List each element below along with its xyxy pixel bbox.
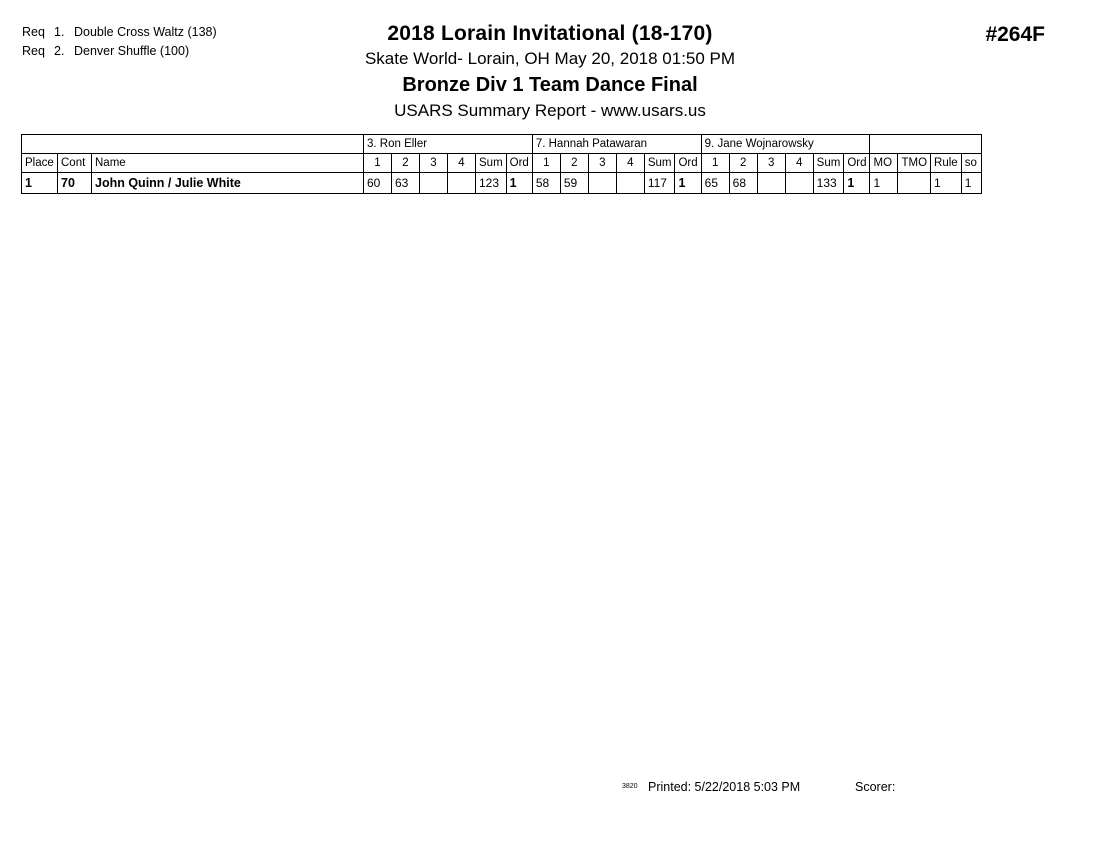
- header-judge2-score4: 4: [616, 154, 644, 173]
- header-judge2-score3: 3: [588, 154, 616, 173]
- footer-code: 3820: [622, 783, 638, 790]
- requirement-number: 1.: [54, 25, 65, 39]
- event-number: #264F: [985, 23, 1045, 46]
- header-judge3-score2: 2: [729, 154, 757, 173]
- judge-1-name: 3. Ron Eller: [364, 135, 533, 154]
- column-header-row: [22, 154, 982, 173]
- cell-judge3-ord: 1: [844, 173, 870, 194]
- cell-rule: 1: [931, 173, 962, 194]
- judge-2-name: 7. Hannah Patawaran: [532, 135, 701, 154]
- cell-judge1-score4: [448, 173, 476, 194]
- cell-judge1-ord: 1: [506, 173, 532, 194]
- header-judge2-score1: 1: [532, 154, 560, 173]
- header-judge1-score4: 4: [448, 154, 476, 173]
- header-mo: MO: [870, 154, 898, 173]
- requirement-text: Denver Shuffle (100): [74, 44, 190, 58]
- report-subtitle: USARS Summary Report - www.usars.us: [394, 101, 706, 120]
- cell-cont: 70: [58, 173, 92, 194]
- header-judge3-score3: 3: [757, 154, 785, 173]
- header-judge2-score2: 2: [560, 154, 588, 173]
- cell-judge3-sum: 133: [813, 173, 844, 194]
- header-judge3-score1: 1: [701, 154, 729, 173]
- cell-judge1-score2: 63: [392, 173, 420, 194]
- cell-judge1-sum: 123: [476, 173, 507, 194]
- header-judge1-ord: Ord: [506, 154, 532, 173]
- cell-judge2-score2: 59: [560, 173, 588, 194]
- venue-line: Skate World- Lorain, OH May 20, 2018 01:50 PM: [364, 49, 736, 68]
- scorer-label: Scorer:: [855, 780, 896, 794]
- requirement-label: Req: [22, 44, 45, 58]
- cell-place: 1: [22, 173, 58, 194]
- table-row: [22, 173, 982, 194]
- header-place: Place: [22, 154, 58, 173]
- header-name: Name: [92, 154, 364, 173]
- event-title: Bronze Div 1 Team Dance Final: [402, 74, 698, 96]
- document-header: [0, 20, 1100, 123]
- judge-band-spacer: [22, 135, 364, 154]
- header-so: so: [961, 154, 981, 173]
- requirement-text: Double Cross Waltz (138): [74, 25, 217, 39]
- header-judge3-score4: 4: [785, 154, 813, 173]
- header-judge1-score3: 3: [420, 154, 448, 173]
- cell-tmo: [898, 173, 931, 194]
- header-judge1-score1: 1: [364, 154, 392, 173]
- cell-mo: 1: [870, 173, 898, 194]
- cell-judge2-ord: 1: [675, 173, 701, 194]
- header-judge3-sum: Sum: [813, 154, 844, 173]
- results-table: [21, 134, 982, 194]
- cell-judge1-score3: [420, 173, 448, 194]
- header-judge1-sum: Sum: [476, 154, 507, 173]
- requirement-number: 2.: [54, 44, 65, 58]
- cell-so: 1: [961, 173, 981, 194]
- page-title: 2018 Lorain Invitational (18-170): [387, 22, 713, 45]
- header-judge3-ord: Ord: [844, 154, 870, 173]
- cell-name: John Quinn / Julie White: [92, 173, 364, 194]
- cell-judge3-score2: 68: [729, 173, 757, 194]
- cell-judge1-score1: 60: [364, 173, 392, 194]
- header-rule: Rule: [931, 154, 962, 173]
- cell-judge2-score4: [616, 173, 644, 194]
- judge-band-spacer-right: [870, 135, 981, 154]
- header-cont: Cont: [58, 154, 92, 173]
- header-tmo: TMO: [898, 154, 931, 173]
- header-judge1-score2: 2: [392, 154, 420, 173]
- requirement-label: Req: [22, 25, 45, 39]
- cell-judge3-score1: 65: [701, 173, 729, 194]
- judge-3-name: 9. Jane Wojnarowsky: [701, 135, 870, 154]
- judge-header-row: [22, 135, 982, 154]
- cell-judge2-score1: 58: [532, 173, 560, 194]
- cell-judge3-score4: [785, 173, 813, 194]
- printed-timestamp: Printed: 5/22/2018 5:03 PM: [648, 780, 801, 794]
- cell-judge2-score3: [588, 173, 616, 194]
- cell-judge3-score3: [757, 173, 785, 194]
- cell-judge2-sum: 117: [644, 173, 675, 194]
- header-judge2-ord: Ord: [675, 154, 701, 173]
- header-judge2-sum: Sum: [644, 154, 675, 173]
